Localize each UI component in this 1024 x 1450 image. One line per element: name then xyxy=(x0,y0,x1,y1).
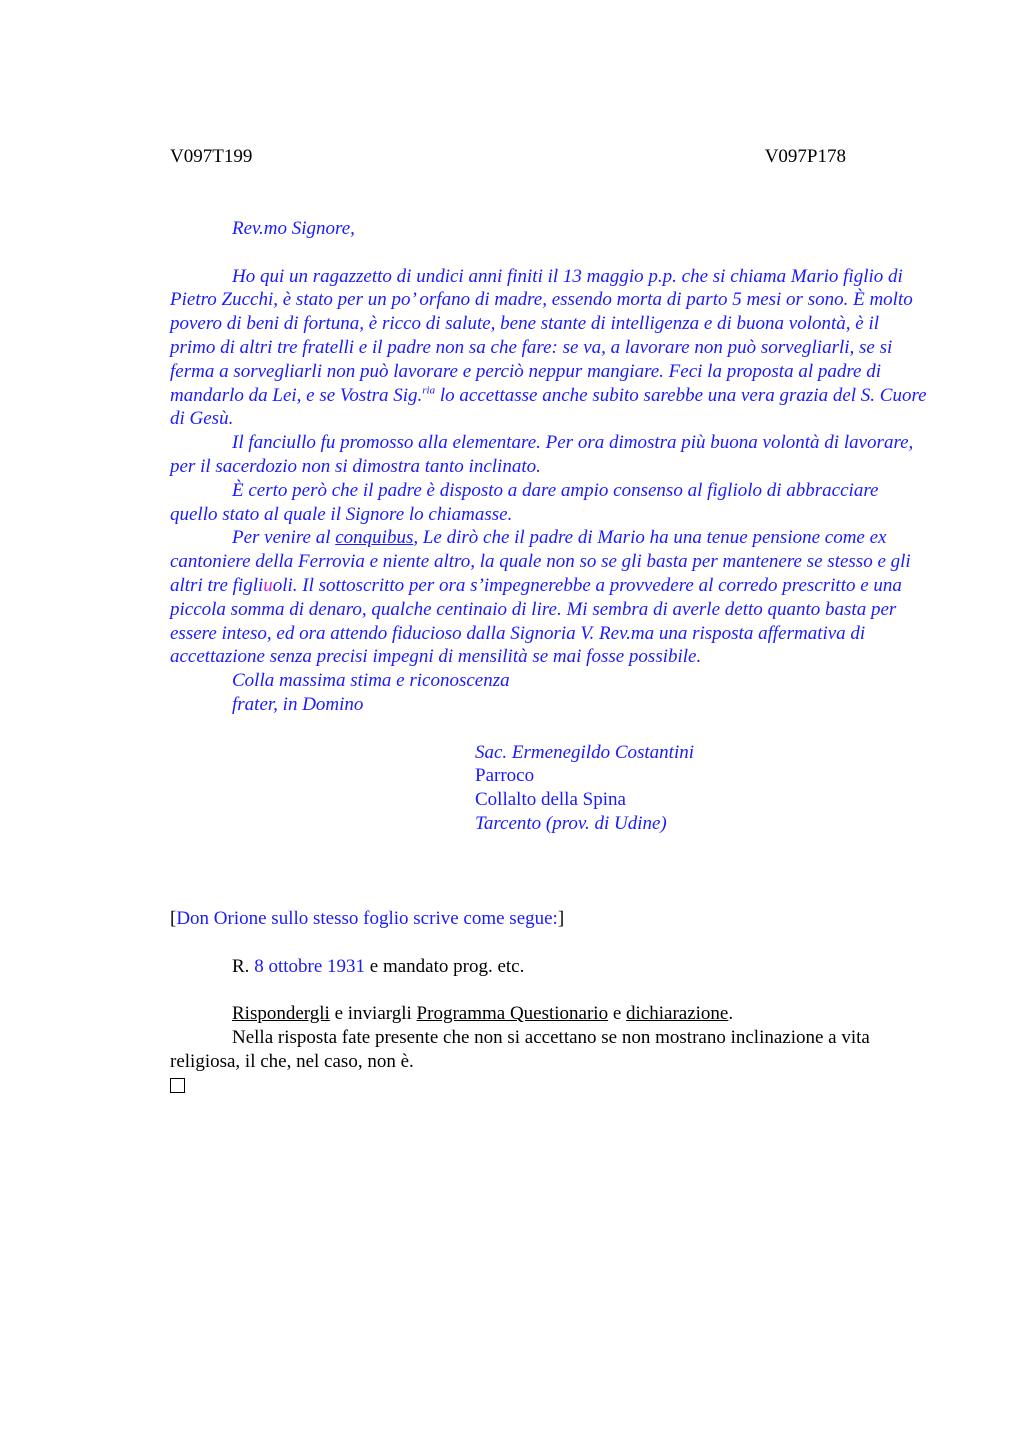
reply-date: 8 ottobre 1931 xyxy=(254,955,366,977)
signature-name: Sac. Ermenegildo Costantini xyxy=(475,741,695,763)
letter-body xyxy=(170,217,928,836)
salutation: Rev.mo Signore, xyxy=(232,218,355,239)
signature-place: Collalto della Spina xyxy=(475,789,626,811)
reply-note: R. 8 ottobre 1931 e mandato prog. etc. xyxy=(232,955,525,977)
underlined-word: conquibus xyxy=(335,527,414,549)
instruction-line: Rispondergli e inviargli Programma Questionario e dichiarazione. xyxy=(232,1003,734,1025)
paragraph-1: Ho qui un ragazzetto di undici anni finiti il 13 maggio p.p. che si chiama Mario figlio di Pietro Zucchi, è stato per un po’ orfano di madre, essendo morta di parto 5 mesi or sono. È molto povero di beni di fortuna, è ricco di salute, bene stante di intelligenza e di buona volontà, è il primo di altri tre fratelli e il padre non sa che fare: se va, a lavorare non può sorvegliarli, se si ferma a sorvegliarli non può lavorare e perciò neppur mangiare. Feci la proposta al padre di mandarlo da Lei, e se Vostra Sig.$^{ria}$ lo accettasse anche subito sarebbe una vera grazia del S. Cuore di Gesù. xyxy=(170,265,927,430)
editorial-note: [Don Orione sullo stesso foglio scrive come segue:] xyxy=(170,908,565,929)
checkbox-glyph-icon xyxy=(170,1078,185,1093)
paragraph-4: Per venire al conquibus, Le dirò che il padre di Mario ha una tenue pensione come ex cantoniere della Ferrovia e niente altro, la quale non so se gli basta per mantenere se stesso e gli altri tre figliuoli. Il sottoscritto per ora s’impegnerebbe a provvedere al corredo prescritto e una piccola somma di denaro, qualche centinaio di lire. Mi sembra di averle detto quanto basta per essere inteso, ed ora attendo fiducioso dalla Signoria V. Rev.ma una risposta affermativa di accettazione senza precisi impegni di mensilità se mai fosse possibile. xyxy=(170,527,911,668)
document-header xyxy=(170,146,846,170)
volume-code-right: V097P178 xyxy=(764,146,846,167)
signature-role: Parroco xyxy=(475,765,535,787)
closing-line-2: frater, in Domino xyxy=(232,693,364,715)
paragraph-2: Il fanciullo fu promosso alla elementare. Per ora dimostra più buona volontà di lavorare, per il sacerdozio non si dimostra tanto inclinato. xyxy=(170,432,914,477)
corrected-letter: u xyxy=(263,574,273,596)
annotation-section xyxy=(170,907,928,1099)
closing-line-1: Colla massima stima e riconoscenza xyxy=(232,670,510,692)
superscript-ria: ria xyxy=(422,384,436,397)
volume-code-left: V097T199 xyxy=(170,146,253,167)
signature-town: Tarcento (prov. di Udine) xyxy=(475,812,667,834)
final-instruction: Nella risposta fate presente che non si accettano se non mostrano inclinazione a vita religiosa, il che, nel caso, non è. xyxy=(170,1026,870,1072)
paragraph-3: È certo però che il padre è disposto a dare ampio consenso al figliolo di abbracciare quello stato al quale il Signore lo chiamasse. xyxy=(170,479,879,525)
